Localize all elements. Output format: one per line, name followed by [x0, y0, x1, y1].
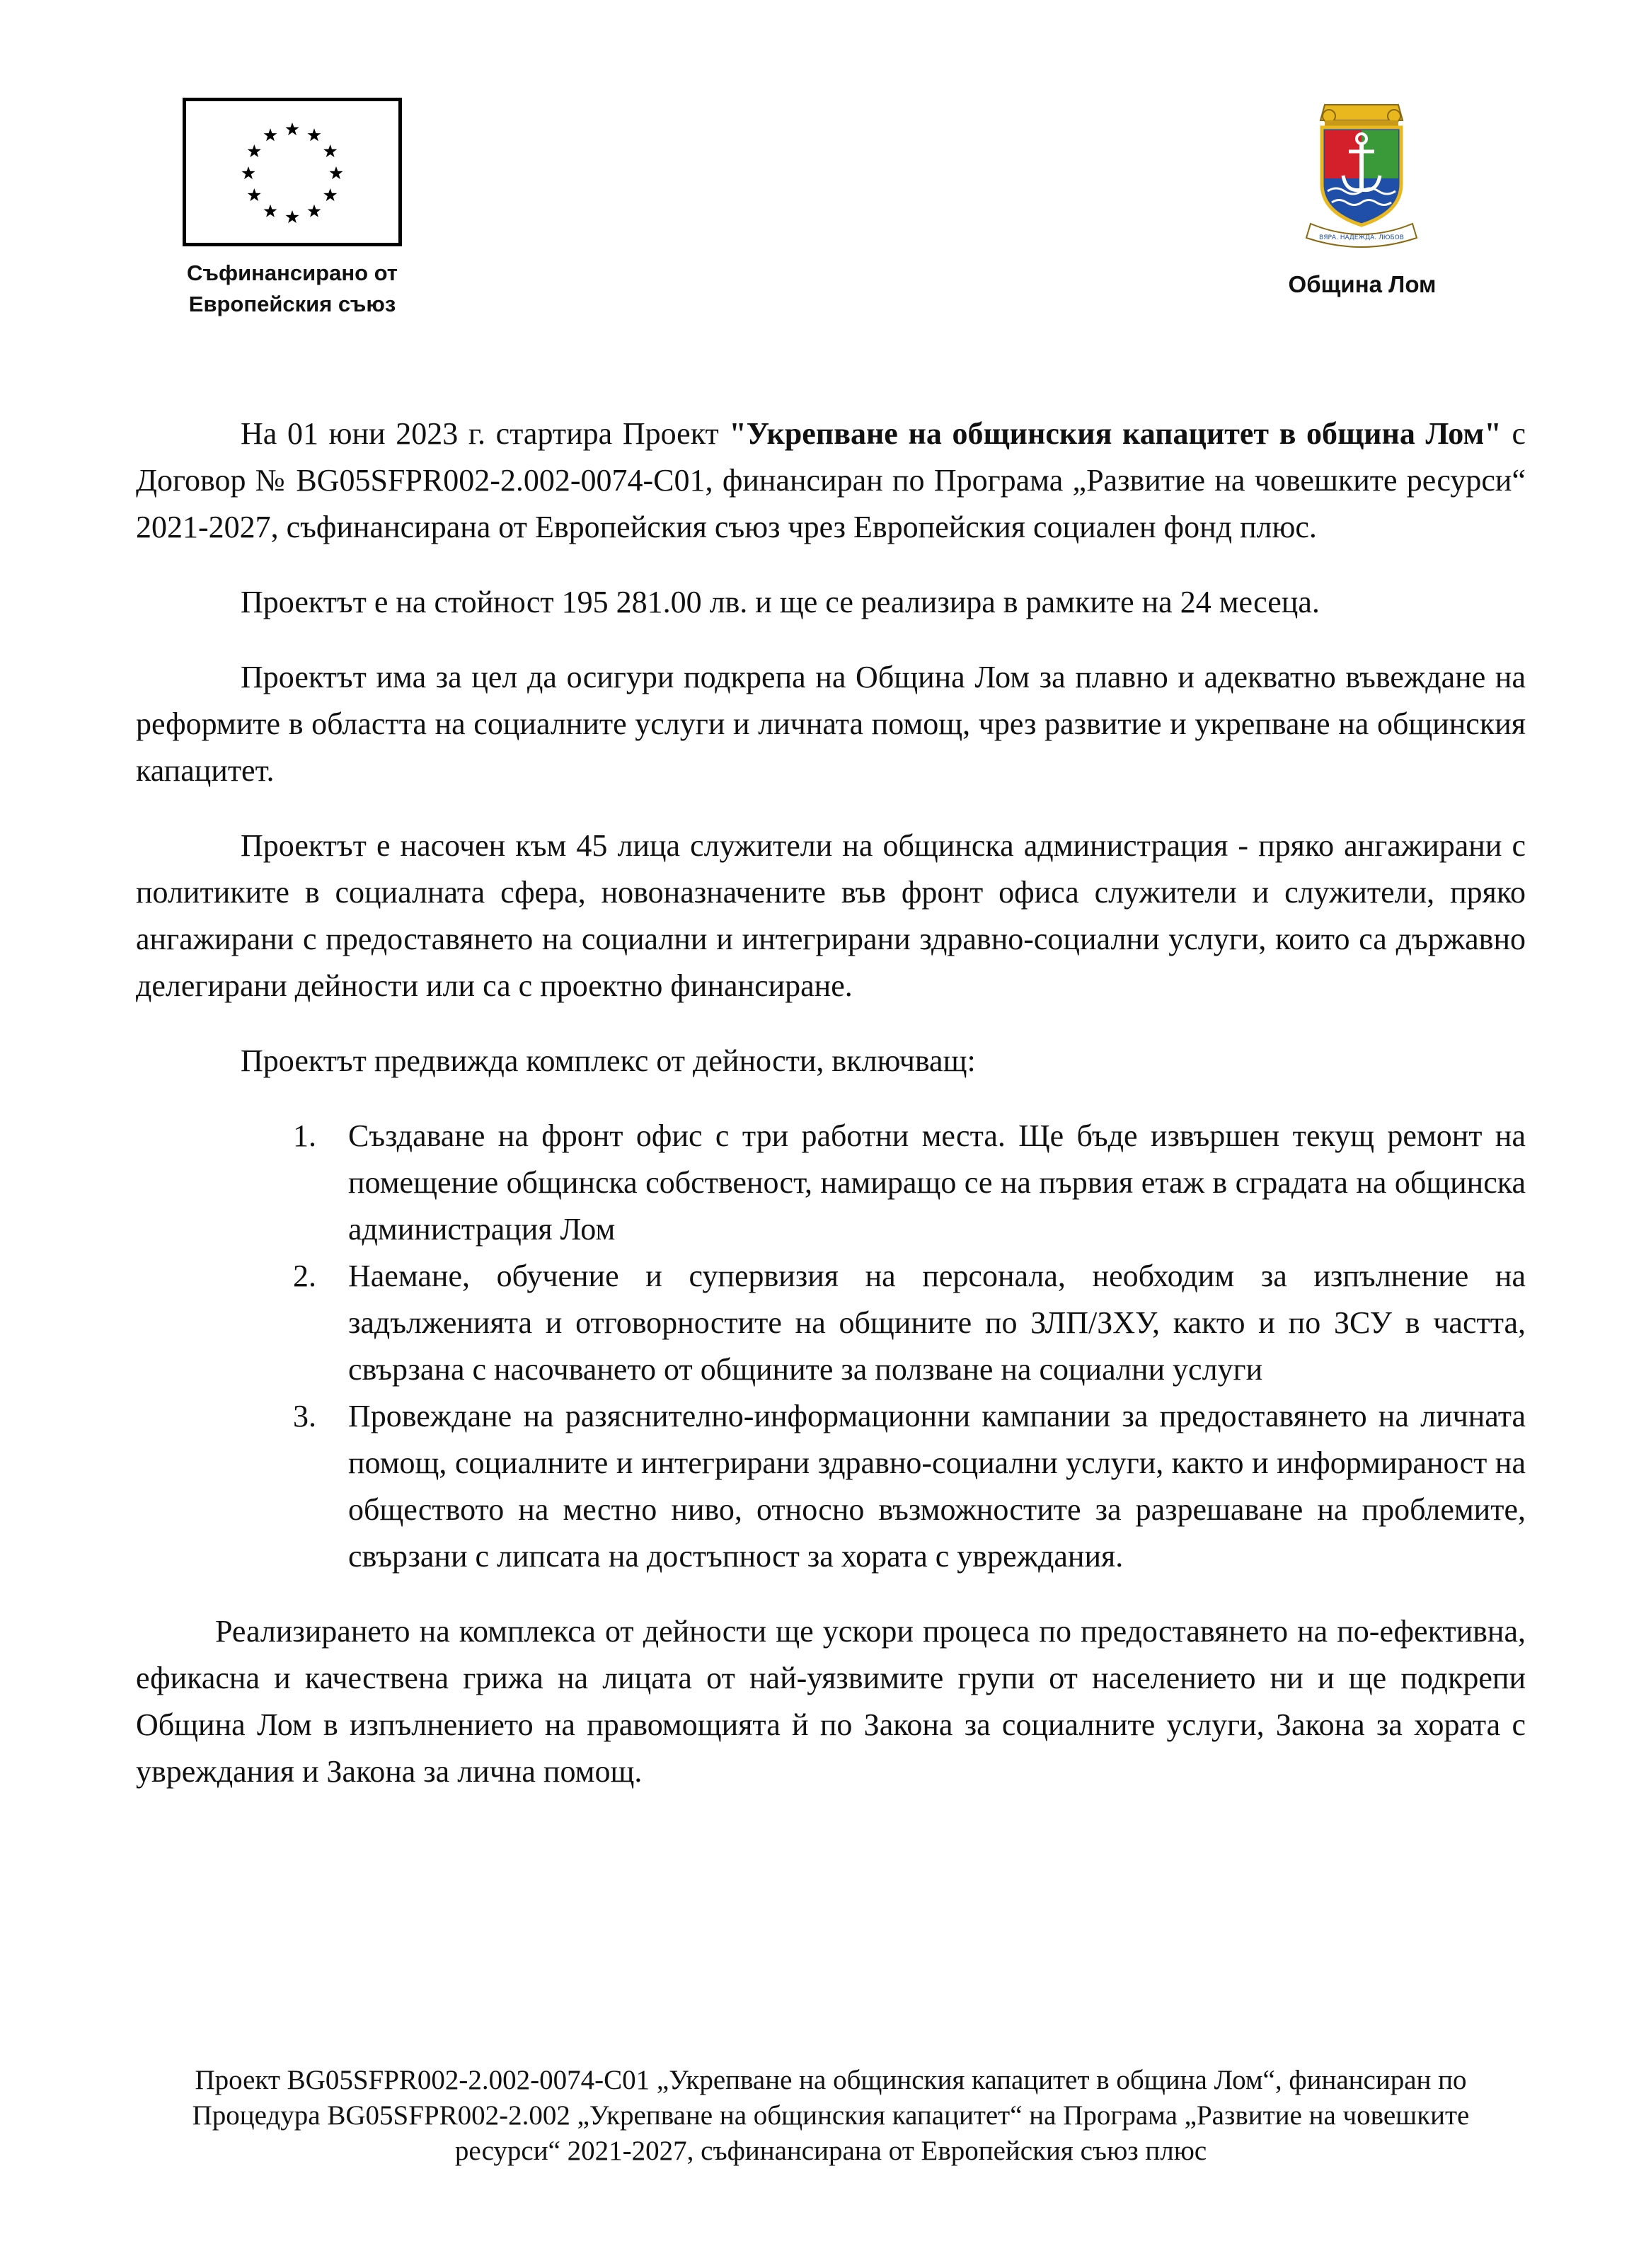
footer-line-1: Проект BG05SFPR002-2.002-0074-C01 „Укрепване на общинския капацитет в община Лом“, финансиран по [195, 2065, 1467, 2095]
eu-star [286, 122, 299, 135]
eu-caption-line1: Съфинансирано от [187, 260, 398, 285]
eu-cofunding-caption [127, 258, 457, 320]
eu-star [248, 144, 261, 157]
municipality-name: Община Лом [1288, 271, 1437, 297]
eu-star [323, 144, 337, 157]
eu-star [248, 188, 261, 201]
page-footer [136, 2063, 1526, 2169]
closing-paragraph: Реализирането на комплекса от дейности ще ускори процеса по предоставянето на по-ефективна, ефикасна и качествена грижа на лицата от най-уязвимите групи от населението ни и ще подкрепи Община Лом в изпълнението на правомощията й по Закона за социалните услуги, Закона за хората с увреждания и Закона за лична помощ. [136, 1614, 1526, 1789]
eu-star [264, 205, 277, 217]
eu-star [264, 128, 277, 141]
footer-line-2: Процедура BG05SFPR002-2.002 „Укрепване на общинския капацитет“ на Програма „Развитие на човешките [192, 2100, 1470, 2131]
lom-municipality-crest-icon [1296, 99, 1427, 249]
list-item: 2. Наемане, обучение и супервизия на персонала, необходим за изпълнение на задълженията и отговорностите на общините по ЗЛП/ЗХУ, както и по ЗСУ в частта, свързана с насочването от общините за ползване на социални услуги [293, 1259, 1526, 1387]
eu-star [286, 210, 299, 223]
eu-star [242, 166, 255, 179]
eu-star [323, 188, 337, 201]
project-value-paragraph: Проектът е на стойност 195 281.00 лв. и ще се реализира в рамките на 24 месеца. [241, 585, 1320, 619]
eu-star [308, 128, 321, 141]
intro-paragraph: На 01 юни 2023 г. стартира Проект "Укрепване на общинския капацитет в община Лом" с Договор № BG05SFPR002-2.002-0074-C01, финансиран по Програма „Развитие на човешките ресурси“ 2021-2027, съфинансирана от Европейския съюз чрез Европейския социален фонд плюс. [136, 416, 1526, 544]
project-goal-paragraph: Проектът има за цел да осигури подкрепа на Община Лом за плавно и адекватно въвеждане на реформите в областта на социалните услуги и личната помощ, чрез развитие и укрепване на общинския капацитет. [136, 660, 1526, 788]
document-body [136, 411, 1526, 1795]
eu-caption-line2: Европейския съюз [188, 292, 396, 316]
target-group-paragraph: Проектът е насочен към 45 лица служители на общинска администрация - пряко ангажирани с политиките в социалната сфера, новоназначените във фронт офиса служители и служители, пряко ангажирани с предоставянето на социални и интегрирани здравно-социални услуги, които са държавно делегирани дейности или са с проектно финансиране. [136, 828, 1526, 1003]
eu-stars-icon [186, 101, 398, 243]
eu-star [330, 166, 343, 179]
eu-star [308, 205, 321, 217]
list-item: 1. Създаване на фронт офис с три работни места. Ще бъде извършен текущ ремонт на помещение общинска собственост, намиращо се на първия етаж в сградата на общинска администрация Лом [293, 1118, 1526, 1247]
footer-line-3: ресурси“ 2021-2027, съфинансирана от Европейския съюз плюс [454, 2136, 1207, 2166]
activities-list [136, 1113, 1526, 1580]
project-title: "Укрепване на общинския капацитет в община Лом" [729, 416, 1502, 451]
activities-intro: Проектът предвижда комплекс от дейности, включващ: [241, 1043, 976, 1078]
eu-flag-logo [183, 98, 402, 246]
list-item: 3. Провеждане на разяснително-информационни кампании за предоставянето на личната помощ, социалните и интегрирани здравно-социални услуги, както и информираност на обществото на местно ниво, относно възможностите за разрешаване на проблемите, свързани с липсата на достъпност за хората с увреждания. [293, 1399, 1526, 1574]
crest-ribbon-text: ВЯРА. НАДЕЖДА. ЛЮБОВ [1319, 234, 1404, 241]
